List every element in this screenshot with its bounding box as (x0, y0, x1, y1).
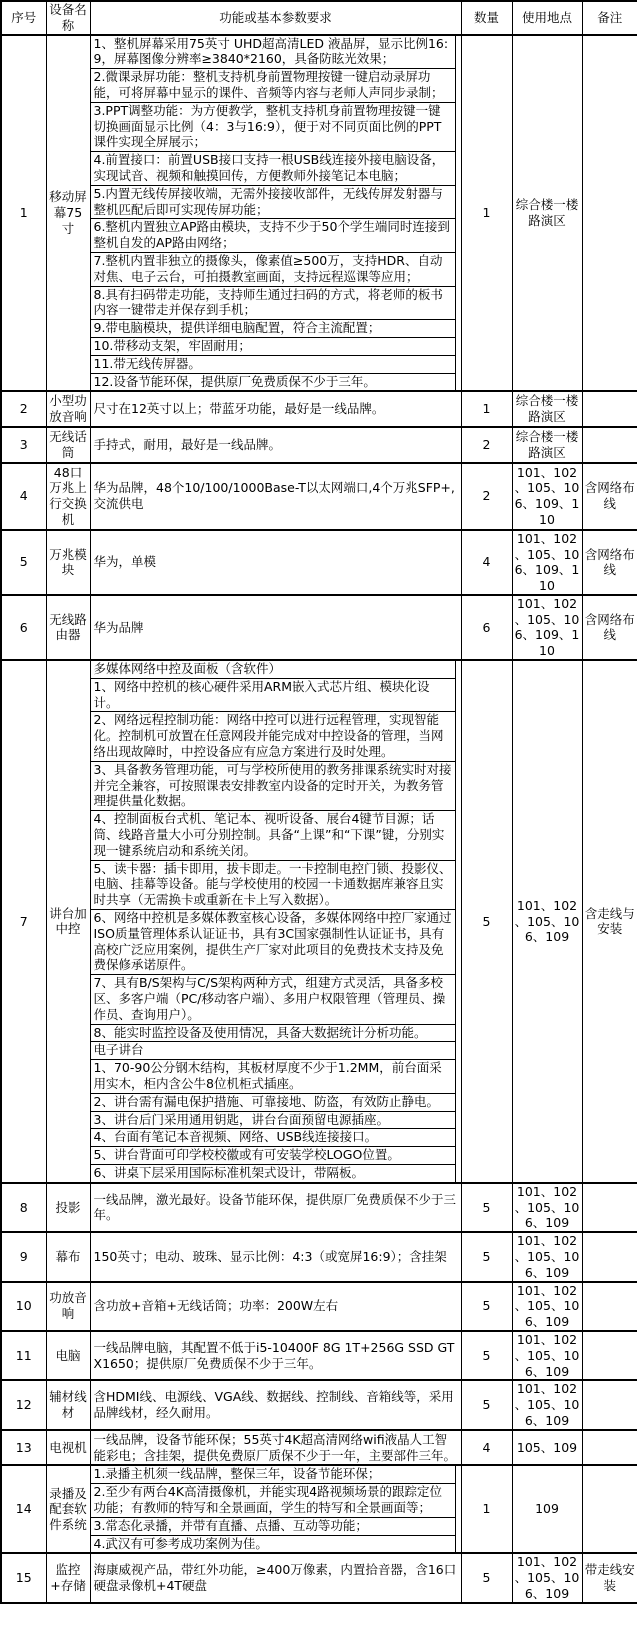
table-row (1, 1331, 637, 1380)
row-number-cell: 13 (1, 1430, 46, 1466)
table-row (1, 1232, 637, 1281)
quantity-cell: 4 (461, 530, 512, 595)
spec-item: 6.整机内置独立AP路由模块，支持不少于50个学生端同时连接到整机自发的AP路由网络； (91, 219, 455, 253)
row-number-cell: 3 (1, 427, 46, 463)
table-row (1, 1380, 637, 1429)
table-body (1, 35, 637, 1603)
spec-item: 6、网络中控机是多媒体教室核心设备，多媒体网络中控厂家通过ISO质量管理体系认证证书，具有3C国家强制性认证证书，具有高校广泛应用案例，提供生产厂家对此项目的免费技术支持及免费保修承诺原件。 (91, 910, 455, 975)
spec-cell (90, 35, 461, 392)
quantity-cell: 5 (461, 1232, 512, 1281)
location-cell: 101、102、105、106、109 (512, 660, 582, 1183)
note-cell (582, 1232, 637, 1281)
location-cell: 105、109 (512, 1430, 582, 1466)
note-cell (582, 1430, 637, 1466)
spec-cell: 华为品牌，48个10/100/1000Base-T以太网端口,4个万兆SFP+,交流供电 (90, 463, 461, 530)
device-name-cell: 辅材线材 (46, 1380, 90, 1429)
row-number-cell: 6 (1, 595, 46, 660)
quantity-cell: 5 (461, 660, 512, 1183)
location-cell: 101、102、105、106、109 (512, 1282, 582, 1331)
location-cell: 101、102、105、106、109、110 (512, 595, 582, 660)
row-number-cell: 5 (1, 530, 46, 595)
spec-cell: 一线品牌，激光最好。设备节能环保，提供原厂免费质保不少于三年。 (90, 1183, 461, 1232)
column-header-1: 设备名称 (46, 1, 90, 35)
spec-item: 2、讲台需有漏电保护措施、可靠接地、防盗，有效防止静电。 (91, 1094, 455, 1112)
note-cell (582, 1183, 637, 1232)
spec-item: 3.PPT调整功能：为方便教学，整机支持机身前置物理按键一键切换画面显示比例（4：3与16:9），便于对不同页面比例的PPT课件实现全屏展示； (91, 103, 455, 152)
row-number-cell: 9 (1, 1232, 46, 1281)
device-name-cell: 监控+存储 (46, 1553, 90, 1602)
location-cell: 101、102、105、106、109、110 (512, 463, 582, 530)
table-row (1, 1430, 637, 1466)
device-name-cell: 电脑 (46, 1331, 90, 1380)
spec-cell: 华为，单模 (90, 530, 461, 595)
location-cell: 综合楼一楼路演区 (512, 35, 582, 392)
spec-cell (90, 660, 461, 1183)
location-cell: 101、102、105、106、109 (512, 1331, 582, 1380)
spec-cell: 尺寸在12英寸以上；带蓝牙功能，最好是一线品牌。 (90, 391, 461, 427)
spec-item: 7.整机内置非独立的摄像头，像素值≥500万，支持HDR、自动对焦、电子云台，可拍摄教室画面，支持远程巡课等应用； (91, 253, 455, 287)
quantity-cell: 5 (461, 1380, 512, 1429)
spec-item: 4、台面有笔记本音视频、网络、USB线连接接口。 (91, 1129, 455, 1147)
table-row (1, 530, 637, 595)
spec-item: 7、具有B/S架构与C/S架构两种方式，组建方式灵活，具备多校区、多客户端（PC/移动客户端）、多用户权限管理（管理员、操作员、查询用户）。 (91, 975, 455, 1024)
row-number-cell: 4 (1, 463, 46, 530)
spec-item: 5、讲台背面可印学校校徽或有可安装学校LOGO位置。 (91, 1147, 455, 1165)
header-row (1, 1, 637, 35)
device-name-cell: 投影 (46, 1183, 90, 1232)
quantity-cell: 4 (461, 1430, 512, 1466)
location-cell: 109 (512, 1465, 582, 1553)
spec-item: 5、读卡器：插卡即用，拔卡即走。一卡控制电控门锁、投影仪、电脑、挂幕等设备。能与学校使用的校园一卡通数据库兼容且实时共享（无需换卡或重新在卡上写入数据）。 (91, 861, 455, 910)
quantity-cell: 1 (461, 391, 512, 427)
device-name-cell: 幕布 (46, 1232, 90, 1281)
location-cell: 101、102、105、106、109、110 (512, 530, 582, 595)
spec-item: 1.录播主机须一线品牌，整保三年，设备节能环保； (91, 1466, 455, 1484)
column-header-0: 序号 (1, 1, 46, 35)
location-cell: 101、102、105、106、109 (512, 1183, 582, 1232)
spec-item: 3、讲台后门采用通用钥匙，讲台台面预留电源插座。 (91, 1112, 455, 1130)
note-cell: 含网络布线 (582, 463, 637, 530)
quantity-cell: 1 (461, 1465, 512, 1553)
spec-item: 6、讲桌下层采用国际标准机架式设计，带隔板。 (93, 1164, 364, 1180)
quantity-cell: 5 (461, 1282, 512, 1331)
spec-cell: 含HDMI线、电源线、VGA线、数据线、控制线、音箱线等，采用品牌线材，经久耐用。 (90, 1380, 461, 1429)
spec-item: 9.带电脑模块，提供详细电脑配置，符合主流配置； (91, 320, 455, 338)
location-cell: 综合楼一楼路演区 (512, 391, 582, 427)
spec-cell: 一线品牌电脑，其配置不低于i5-10400F 8G 1T+256G SSD GTX1650；提供原厂免费质保不少于三年。 (90, 1331, 461, 1380)
note-cell (582, 1380, 637, 1429)
spec-item-list (91, 661, 456, 1182)
quantity-cell: 5 (461, 1553, 512, 1602)
spec-item: 4、控制面板台式机、笔记本、视听设备、展台4键节目源；话筒、线路音量大小可分别控制。具备“上课”和“下课”键，分别实现一键系统启动和系统关闭。 (91, 811, 455, 860)
spec-cell: 含功放+音箱+无线话筒；功率：200W左右 (90, 1282, 461, 1331)
column-header-3: 数量 (461, 1, 512, 35)
spec-item: 1、网络中控机的核心硬件采用ARM嵌入式芯片组、模块化设计。 (91, 679, 455, 713)
row-number-cell: 1 (1, 35, 46, 392)
table-row (1, 463, 637, 530)
note-cell: 含网络布线 (582, 595, 637, 660)
table-row (1, 35, 637, 392)
spec-item: 5.内置无线传屏接收端，无需外接接收部件，无线传屏发射器与整机匹配后即可实现传屏功能； (91, 186, 455, 220)
row-number-cell: 11 (1, 1331, 46, 1380)
spec-item: 电子讲台 (91, 1042, 455, 1060)
table-row (1, 1553, 637, 1602)
column-header-2: 功能或基本参数要求 (90, 1, 461, 35)
spec-item: 4.武汉有可参考成功案例为佳。 (93, 1535, 268, 1551)
spec-item: 11.带无线传屏器。 (91, 356, 455, 374)
spec-cell: 一线品牌，设备节能环保；55英寸4K超高清网络wifi液晶人工智能彩电；含挂架，提供免费原厂质保不少于一年，主要部件三年。 (90, 1430, 461, 1466)
table-row (1, 1465, 637, 1553)
location-cell: 101、102、105、106、109 (512, 1553, 582, 1602)
spec-cell: 150英寸；电动、玻珠、显示比例：4:3（或宽屏16:9）；含挂架 (90, 1232, 461, 1281)
spec-cell: 华为品牌 (90, 595, 461, 660)
table-row (1, 660, 637, 1183)
note-cell (582, 35, 637, 392)
spec-item: 2.微课录屏功能：整机支持机身前置物理按键一键启动录屏功能，可将屏幕中显示的课件、音频等内容与老师人声同步录制； (91, 69, 455, 103)
device-name-cell: 无线路由器 (46, 595, 90, 660)
note-cell: 含走线与安装 (582, 660, 637, 1183)
location-cell: 101、102、105、106、109 (512, 1380, 582, 1429)
row-number-cell: 8 (1, 1183, 46, 1232)
device-name-cell: 48口万兆上行交换机 (46, 463, 90, 530)
row-number-cell: 15 (1, 1553, 46, 1602)
spec-item: 4.前置接口：前置USB接口支持一根USB线连接外接电脑设备，实现试音、视频和触摸回传，方便教师外接笔记本电脑； (91, 152, 455, 186)
device-name-cell: 电视机 (46, 1430, 90, 1466)
spec-item: 2、网络远程控制功能：网络中控可以进行远程管理，实现智能化。控制机可放置在任意网段并能完成对中控设备的管理，当网络出现故障时，中控设备应有应急方案进行及时处理。 (91, 712, 455, 761)
spec-item: 8、能实时监控设备及使用情况，具备大数据统计分析功能。 (91, 1025, 455, 1043)
spec-item: 多媒体网络中控及面板（含软件） (91, 661, 455, 679)
device-name-cell: 讲台加中控 (46, 660, 90, 1183)
spec-item: 12.设备节能环保，提供原厂免费质保不少于三年。 (93, 373, 376, 389)
device-name-cell: 万兆模块 (46, 530, 90, 595)
note-cell (582, 427, 637, 463)
row-number-cell: 14 (1, 1465, 46, 1553)
quantity-cell: 2 (461, 463, 512, 530)
spec-item: 3、具备教务管理功能，可与学校所使用的教务排课系统实时对接并完全兼容，可按照课表安排教室内设备的定时开关，为教务管理提供量化数据。 (91, 762, 455, 811)
spec-item: 3.常态化录播，并带有直播、点播、互动等功能； (91, 1518, 455, 1536)
spec-cell: 手持式，耐用，最好是一线品牌。 (90, 427, 461, 463)
device-name-cell: 小型功放音响 (46, 391, 90, 427)
row-number-cell: 12 (1, 1380, 46, 1429)
spec-cell: 海康威视产品，带红外功能，≥400万像素，内置拾音器，含16口硬盘录像机+4T硬盘 (90, 1553, 461, 1602)
device-name-cell: 录播及配套软件系统 (46, 1465, 90, 1553)
quantity-cell: 5 (461, 1183, 512, 1232)
quantity-cell: 6 (461, 595, 512, 660)
spec-item-list (91, 1466, 456, 1552)
column-header-4: 使用地点 (512, 1, 582, 35)
row-number-cell: 7 (1, 660, 46, 1183)
quantity-cell: 2 (461, 427, 512, 463)
row-number-cell: 2 (1, 391, 46, 427)
note-cell (582, 1331, 637, 1380)
spec-item: 8.具有扫码带走功能，支持师生通过扫码的方式，将老师的板书内容一键带走并保存到手机； (91, 287, 455, 321)
spec-item-list (91, 36, 456, 391)
row-number-cell: 10 (1, 1282, 46, 1331)
note-cell: 带走线安装 (582, 1553, 637, 1602)
table-row (1, 1282, 637, 1331)
device-name-cell: 无线话筒 (46, 427, 90, 463)
spec-cell (90, 1465, 461, 1553)
note-cell (582, 391, 637, 427)
spec-item: 10.带移动支架，牢固耐用； (91, 338, 455, 356)
note-cell (582, 1282, 637, 1331)
note-cell (582, 1465, 637, 1553)
table-row (1, 595, 637, 660)
location-cell: 综合楼一楼路演区 (512, 427, 582, 463)
table-row (1, 427, 637, 463)
column-header-5: 备注 (582, 1, 637, 35)
location-cell: 101、102、105、106、109 (512, 1232, 582, 1281)
quantity-cell: 1 (461, 35, 512, 392)
quantity-cell: 5 (461, 1331, 512, 1380)
device-name-cell: 移动屏幕75寸 (46, 35, 90, 392)
spec-item: 1、70-90公分钢木结构，其板材厚度不少于1.2MM，前台面采用实木，柜内含公牛8位机柜式插座。 (91, 1060, 455, 1094)
note-cell: 含网络布线 (582, 530, 637, 595)
table-header (1, 1, 637, 35)
table-row (1, 1183, 637, 1232)
table-row (1, 391, 637, 427)
spec-item: 2.至少有两台4K高清摄像机，并能实现4路视频场景的跟踪定位功能；有教师的特写和全景画面，学生的特写和全景画面等； (91, 1484, 455, 1518)
spec-item: 1、整机屏幕采用75英寸 UHD超高清LED 液晶屏，显示比例16:9，屏幕图像分辨率≥3840*2160，具备防眩光效果； (91, 36, 455, 70)
device-name-cell: 功放音响 (46, 1282, 90, 1331)
